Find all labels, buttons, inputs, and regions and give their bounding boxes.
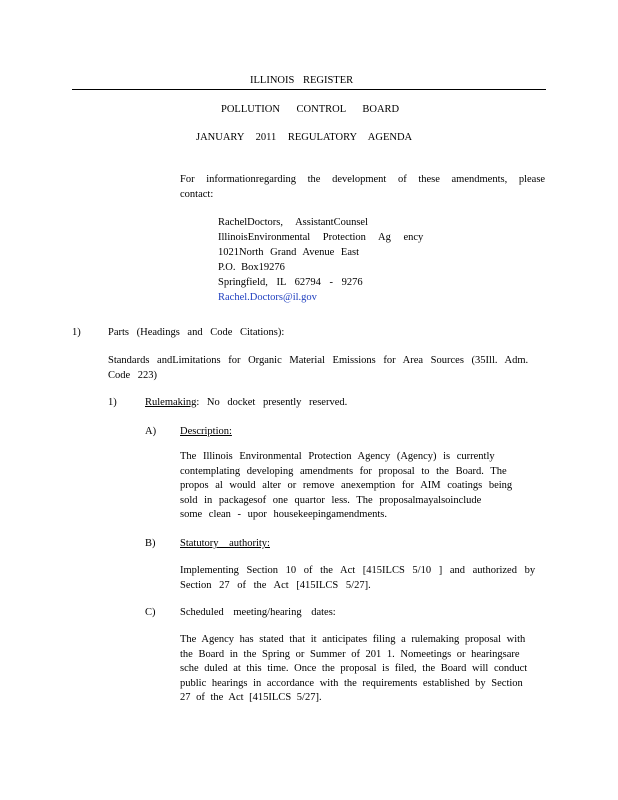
statutory-line: Section 27 of the Act [415ILCS 5/27].	[180, 579, 371, 591]
section-title-line: Standards andLimitations for Organic Material Emissions for Area Sources (35Ill. Adm.	[108, 355, 529, 366]
statutory-line: Implementing Section 10 of the Act [415ILCS 5/10 ] and authorized by	[180, 565, 536, 576]
section-number: 1)	[72, 327, 81, 338]
description-line: contemplating developing amendments for proposal to the Board. The	[180, 465, 507, 477]
sub-c-letter: C)	[145, 607, 156, 618]
description-line: The Illinois Environmental Protection Agency (Agency) is currently	[180, 451, 495, 462]
board-title: POLLUTION CONTROL BOARD	[221, 104, 400, 115]
contact-city: Springfield, IL 62794 - 9276	[218, 277, 363, 288]
item-line	[145, 396, 347, 409]
register-title: ILLINOIS REGISTER	[250, 75, 354, 86]
description-line: propos al would alter or remove anexemption for AIM coatings being	[180, 480, 513, 491]
description-line: some clean - upor housekeepingamendments.	[180, 509, 387, 520]
section-title-line: Code 223)	[108, 369, 158, 381]
item-number: 1)	[108, 397, 117, 408]
contact-email-link[interactable]: Rachel.Doctors@il.gov	[218, 292, 317, 303]
schedule-line: the Board in the Spring or Summer of 201 1. Nomeetings or hearingsare	[180, 648, 520, 660]
schedule-paragraph	[180, 633, 527, 706]
schedule-line: The Agency has stated that it anticipates filing a rulemaking proposal with	[180, 634, 526, 645]
schedule-line: public hearings in accordance with the requirements established by Section	[180, 677, 523, 689]
sub-b-letter: B)	[145, 538, 156, 549]
description-heading: Description:	[180, 426, 232, 437]
contact-intro-line: contact:	[180, 188, 214, 200]
section-title	[108, 354, 528, 383]
schedule-line: sche duled at this time. Once the proposal is filed, the Board will conduct	[180, 663, 528, 674]
schedule-line: 27 of the Act [415ILCS 5/27].	[180, 692, 322, 703]
statutory-paragraph	[180, 564, 535, 593]
agenda-title: JANUARY 2011 REGULATORY AGENDA	[196, 132, 413, 143]
description-line: sold in packagesof one quartor less. The proposalmayalsoinclude	[180, 494, 482, 506]
contact-intro	[180, 173, 546, 202]
contact-street: 1021North Grand Avenue East	[218, 247, 359, 258]
rulemaking-label: Rulemaking	[145, 397, 197, 408]
contact-pobox: P.O. Box19276	[218, 262, 285, 273]
contact-intro-line: For informationregarding the development of these amendments, please	[180, 174, 546, 185]
rulemaking-text: : No docket presently reserved.	[196, 397, 348, 408]
sub-a-letter: A)	[145, 426, 157, 437]
description-paragraph	[180, 450, 512, 523]
schedule-heading: Scheduled meeting/hearing dates:	[180, 607, 336, 618]
section-heading: Parts (Headings and Code Citations):	[108, 327, 285, 338]
statutory-heading: Statutory authority:	[180, 538, 270, 549]
contact-org: IllinoisEnvironmental Protection Ag ency	[218, 232, 424, 243]
contact-name: RachelDoctors, AssistantCounsel	[218, 217, 368, 228]
header-divider	[72, 89, 546, 90]
